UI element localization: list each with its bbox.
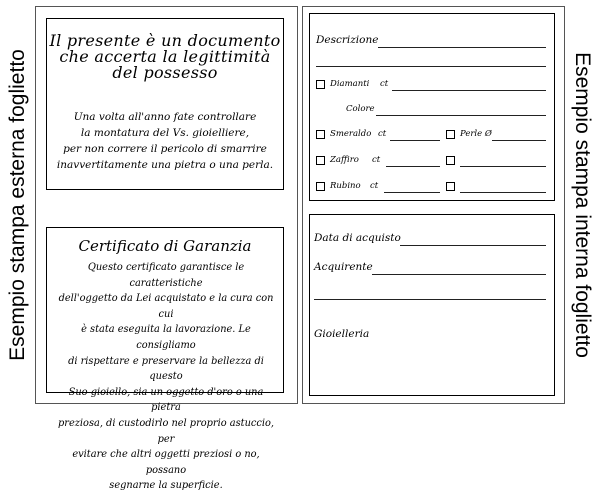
zaffiro-checkbox[interactable]	[316, 156, 325, 165]
outer-leaflet-panel	[35, 6, 298, 492]
extra-stone-field-line-2[interactable]	[460, 192, 546, 193]
perle-field-line[interactable]	[492, 140, 546, 141]
acquirente-label: Acquirente	[314, 261, 373, 273]
rubino-ct-label: ct	[370, 181, 379, 191]
advice-line: per non correre il pericolo di smarrire	[63, 143, 267, 155]
certificate-line: Suo gioiello, sia un oggetto d'oro o una pietra	[68, 386, 264, 414]
diamanti-label: Diamanti	[330, 79, 370, 89]
extra-stone-checkbox-2[interactable]	[446, 182, 455, 191]
diamanti-ct-label: ct	[380, 79, 389, 89]
left-side-label-text: Esempio stampa esterna foglietto	[6, 49, 29, 361]
rubino-checkbox[interactable]	[316, 182, 325, 191]
diamanti-checkbox[interactable]	[316, 80, 325, 89]
data-acquisto-field-line[interactable]	[400, 245, 546, 246]
data-acquisto-label: Data di acquisto	[314, 232, 401, 244]
descrizione-label: Descrizione	[316, 34, 379, 46]
perle-checkbox[interactable]	[446, 130, 455, 139]
zaffiro-ct-label: ct	[372, 155, 381, 165]
certificate-title: Certificato di Garanzia	[78, 237, 252, 255]
certificate-line: Questo certificato garantisce le caratteristiche	[87, 262, 245, 289]
smeraldo-ct-label: ct	[378, 129, 387, 139]
descrizione-field-line-2[interactable]	[316, 66, 546, 67]
extra-stone-field-line-1[interactable]	[460, 166, 546, 167]
rubino-label: Rubino	[330, 181, 361, 191]
perle-label: Perle Ø	[460, 129, 492, 139]
zaffiro-field-line[interactable]	[386, 166, 440, 167]
heading-line: che accerta la legittimità	[59, 47, 271, 66]
certificate-line: segnarne la superficie.	[109, 480, 223, 492]
right-side-label	[564, 0, 600, 410]
heading-line: Il presente è un documento	[49, 31, 281, 50]
care-advice-text	[53, 109, 277, 173]
gioielleria-label: Gioielleria	[314, 328, 370, 340]
advice-line: inavvertitamente una pietra o una perla.	[56, 159, 274, 171]
smeraldo-checkbox[interactable]	[316, 130, 325, 139]
acquirente-field-line[interactable]	[372, 274, 546, 275]
smeraldo-label: Smeraldo	[330, 129, 372, 139]
rubino-field-line[interactable]	[384, 192, 440, 193]
inner-leaflet-panel	[302, 6, 565, 404]
colore-field-line[interactable]	[376, 115, 546, 116]
possession-heading	[47, 33, 283, 81]
certificate-line: è stata eseguita la lavorazione. Le consigliamo	[81, 324, 251, 351]
certificate-line: dell'oggetto da Lei acquistato e la cura con cui	[58, 293, 274, 320]
purchase-details-box	[309, 214, 555, 396]
heading-line: del possesso	[112, 63, 218, 82]
item-description-box	[309, 13, 555, 201]
left-side-label	[0, 0, 36, 410]
descrizione-field-line[interactable]	[378, 47, 546, 48]
colore-label: Colore	[346, 104, 375, 114]
certificate-line: evitare che altri oggetti preziosi o no, possano	[72, 449, 260, 476]
right-side-label-text: Esempio stampa interna foglietto	[571, 52, 594, 358]
acquirente-field-line-2[interactable]	[314, 299, 546, 300]
advice-line: la montatura del Vs. gioielliere,	[80, 127, 250, 139]
certificate-text	[55, 260, 277, 494]
warranty-certificate-box	[46, 227, 284, 492]
extra-stone-checkbox-1[interactable]	[446, 156, 455, 165]
zaffiro-label: Zaffiro	[330, 155, 359, 165]
certificate-line: di rispettare e preservare la bellezza di questo	[68, 355, 264, 383]
smeraldo-field-line[interactable]	[390, 140, 440, 141]
advice-line: Una volta all'anno fate controllare	[73, 111, 257, 123]
certificate-line: preziosa, di custodirlo nel proprio astuccio, per	[58, 417, 274, 445]
diamanti-field-line[interactable]	[392, 90, 546, 91]
possession-info-box	[46, 18, 284, 190]
